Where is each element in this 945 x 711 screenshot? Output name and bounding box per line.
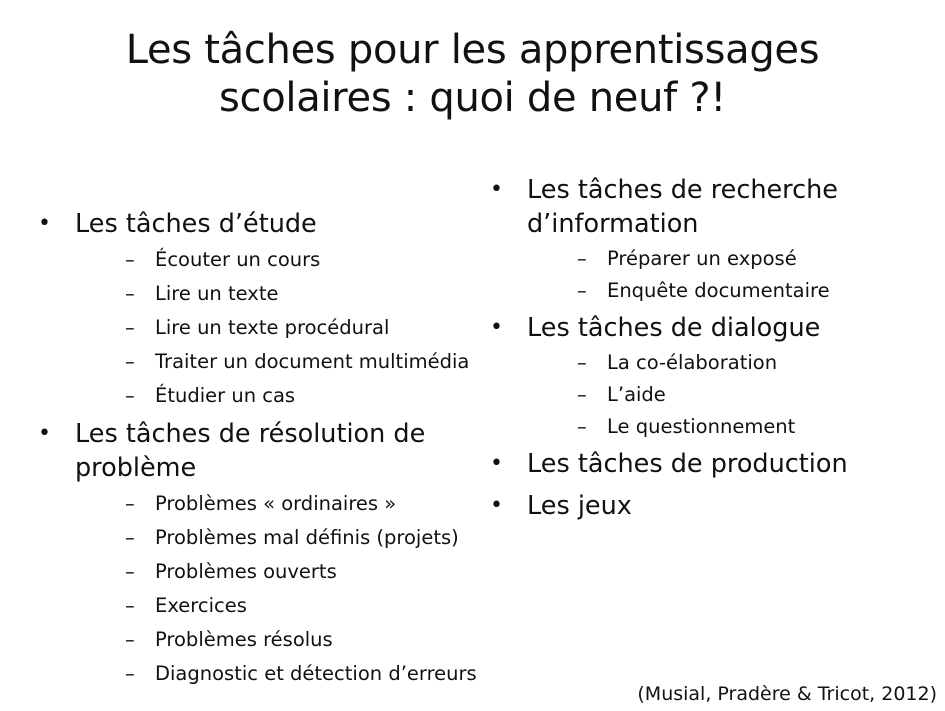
- sub-item: – Traiter un document multimédia: [75, 345, 478, 379]
- bullet-icon: •: [490, 315, 503, 340]
- topic-label: Les tâches de production: [527, 449, 848, 479]
- title-line-2: scolaires : quoi de neuf ?!: [219, 75, 726, 121]
- sub-list: [527, 347, 940, 443]
- sub-item: – Problèmes « ordinaires »: [75, 487, 478, 521]
- topic-etude: [38, 207, 478, 413]
- bullet-icon: •: [38, 211, 51, 236]
- dash-icon: –: [125, 492, 135, 515]
- bullet-icon: •: [38, 421, 51, 446]
- sub-list: [75, 243, 478, 413]
- topic-production: [490, 447, 940, 481]
- dash-icon: –: [125, 594, 135, 617]
- topic-dialogue: [490, 311, 940, 443]
- sub-item: – L’aide: [527, 379, 940, 411]
- bullet-icon: •: [490, 451, 503, 476]
- dash-icon: –: [125, 628, 135, 651]
- sub-item: – Le questionnement: [527, 411, 940, 443]
- sub-list: [527, 243, 940, 307]
- dash-icon: –: [577, 351, 587, 374]
- dash-icon: –: [577, 279, 587, 302]
- sub-item: – Préparer un exposé: [527, 243, 940, 275]
- topic-resolution-probleme: [38, 417, 478, 691]
- sub-item: – Lire un texte procédural: [75, 311, 478, 345]
- sub-item: – Exercices: [75, 589, 478, 623]
- dash-icon: –: [125, 384, 135, 407]
- sub-item: – Problèmes ouverts: [75, 555, 478, 589]
- topic-label: Les tâches de dialogue: [527, 313, 821, 343]
- dash-icon: –: [125, 350, 135, 373]
- topic-label: Les tâches d’étude: [75, 209, 317, 239]
- bullet-icon: •: [490, 493, 503, 518]
- dash-icon: –: [577, 247, 587, 270]
- right-column: [490, 173, 940, 523]
- dash-icon: –: [125, 662, 135, 685]
- sub-item: – Écouter un cours: [75, 243, 478, 277]
- sub-item: – La co-élaboration: [527, 347, 940, 379]
- dash-icon: –: [125, 560, 135, 583]
- dash-icon: –: [577, 415, 587, 438]
- slide-title: [0, 26, 945, 122]
- sub-item: – Étudier un cas: [75, 379, 478, 413]
- sub-list: [75, 487, 478, 691]
- left-column: [38, 207, 478, 695]
- dash-icon: –: [125, 248, 135, 271]
- topic-jeux: [490, 489, 940, 523]
- dash-icon: –: [125, 316, 135, 339]
- topic-label: Les tâches de résolution de problème: [75, 419, 426, 483]
- dash-icon: –: [577, 383, 587, 406]
- bullet-icon: •: [490, 177, 503, 202]
- sub-item: – Enquête documentaire: [527, 275, 940, 307]
- citation-reference: (Musial, Pradère & Tricot, 2012): [637, 683, 937, 705]
- title-line-1: Les tâches pour les apprentissages: [125, 27, 820, 73]
- sub-item: – Problèmes résolus: [75, 623, 478, 657]
- topic-recherche-information: [490, 173, 940, 307]
- dash-icon: –: [125, 282, 135, 305]
- sub-item: – Lire un texte: [75, 277, 478, 311]
- topic-label: Les tâches de recherche d’information: [527, 175, 838, 239]
- sub-item: – Problèmes mal définis (projets): [75, 521, 478, 555]
- dash-icon: –: [125, 526, 135, 549]
- topic-label: Les jeux: [527, 491, 632, 521]
- sub-item: – Diagnostic et détection d’erreurs: [75, 657, 478, 691]
